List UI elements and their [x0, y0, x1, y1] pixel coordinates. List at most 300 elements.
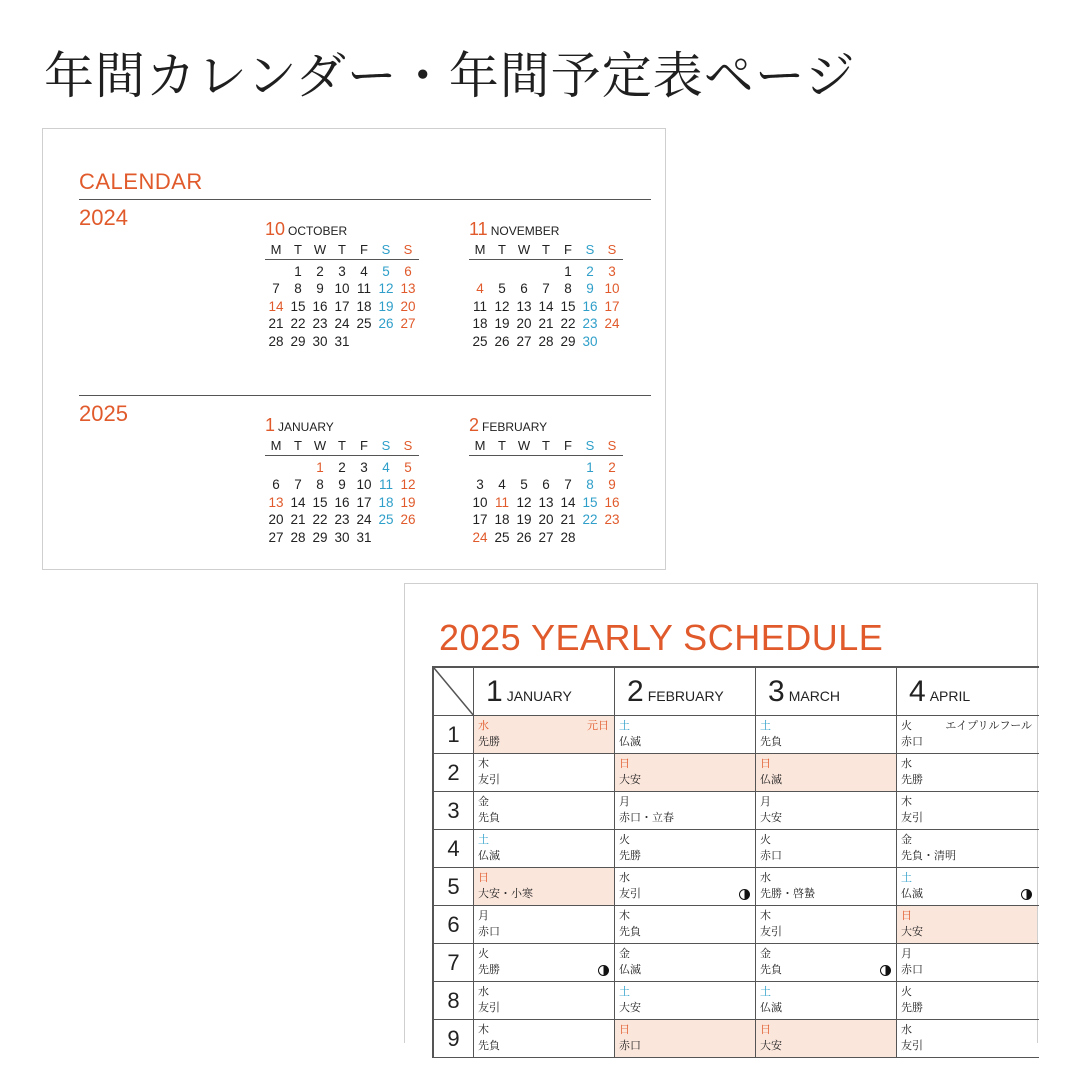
weekday-kanji: 木 — [760, 909, 771, 922]
schedule-cell[interactable] — [756, 906, 897, 943]
rokuyo-label: 先勝 — [901, 773, 923, 786]
rokuyo-label: 仏滅 — [760, 773, 782, 786]
weekday-label: W — [517, 242, 531, 257]
calendar-day: 13 — [400, 281, 416, 297]
mini-month — [469, 219, 623, 350]
month-name: FEBRUARY — [482, 420, 548, 434]
schedule-cell[interactable] — [897, 716, 1037, 753]
calendar-day: 25 — [378, 512, 394, 528]
calendar-day — [265, 459, 287, 476]
calendar-day: 4 — [498, 477, 506, 493]
calendar-day: 16 — [582, 298, 598, 314]
weekday-label: T — [338, 438, 346, 453]
month-number: 1 — [265, 415, 276, 435]
weekday-header — [469, 437, 623, 456]
mini-month — [265, 415, 419, 546]
calendar-day: 8 — [316, 477, 324, 493]
year-divider — [79, 395, 651, 396]
rokuyo-label: 先勝 — [478, 963, 500, 976]
day-number: 6 — [434, 906, 474, 943]
calendar-day: 21 — [560, 512, 576, 528]
schedule-cell[interactable] — [474, 754, 615, 791]
calendar-day: 7 — [294, 477, 302, 493]
calendar-day: 6 — [404, 264, 412, 279]
calendar-day: 1 — [316, 460, 324, 475]
calendar-day — [535, 263, 557, 280]
schedule-month-number: 3 — [768, 675, 785, 708]
schedule-cell[interactable] — [474, 792, 615, 829]
schedule-cell[interactable] — [474, 982, 615, 1019]
calendar-day: 6 — [542, 477, 550, 493]
calendar-day: 30 — [582, 333, 598, 349]
calendar-day — [397, 529, 419, 546]
weekday-header — [469, 241, 623, 260]
calendar-day: 3 — [476, 477, 484, 493]
month-name: OCTOBER — [288, 224, 348, 238]
day-number: 1 — [434, 716, 474, 753]
calendar-day: 20 — [538, 512, 554, 528]
weekday-label: W — [313, 242, 327, 257]
rokuyo-label: 大安・小寒 — [478, 887, 533, 900]
weekday-kanji: 火 — [619, 833, 630, 846]
weekday-label: S — [381, 438, 391, 453]
calendar-day: 2 — [586, 264, 594, 279]
weekday-label: F — [360, 242, 368, 257]
weekday-label: S — [381, 242, 391, 257]
calendar-day — [491, 459, 513, 476]
schedule-row — [434, 944, 1039, 982]
calendar-day — [375, 529, 397, 546]
rokuyo-label: 先負 — [478, 811, 500, 824]
rokuyo-label: 先負 — [760, 963, 782, 976]
calendar-day: 31 — [334, 333, 350, 349]
weekday-label: S — [403, 242, 413, 257]
weekday-label: T — [498, 438, 506, 453]
weekday-kanji: 水 — [478, 985, 489, 998]
rokuyo-label: 仏滅 — [478, 849, 500, 862]
calendar-day — [353, 333, 375, 350]
weekday-kanji: 日 — [478, 871, 489, 884]
day-number: 8 — [434, 982, 474, 1019]
schedule-cell[interactable] — [756, 830, 897, 867]
weekday-label: T — [294, 438, 302, 453]
calendar-day: 6 — [520, 281, 528, 297]
weekday-label: T — [542, 242, 550, 257]
calendar-day — [397, 333, 419, 350]
calendar-day: 18 — [378, 494, 394, 510]
weekday-label: F — [564, 242, 572, 257]
calendar-day: 4 — [360, 264, 368, 279]
moon-phase-icon — [880, 965, 891, 976]
calendar-day: 22 — [582, 512, 598, 528]
weekday-kanji: 金 — [478, 795, 489, 808]
calendar-day: 13 — [268, 494, 284, 510]
schedule-cell[interactable] — [897, 792, 1037, 829]
calendar-day: 19 — [516, 512, 532, 528]
day-grid — [469, 263, 623, 350]
calendar-day: 28 — [538, 333, 554, 349]
calendar-panel — [42, 128, 666, 570]
calendar-day: 8 — [586, 477, 594, 493]
schedule-cell[interactable] — [756, 754, 897, 791]
calendar-day: 6 — [272, 477, 280, 493]
weekday-kanji: 金 — [901, 833, 912, 846]
calendar-day: 18 — [356, 298, 372, 314]
day-grid — [265, 459, 419, 546]
schedule-row — [434, 716, 1039, 754]
calendar-day: 5 — [520, 477, 528, 493]
calendar-day: 15 — [560, 298, 576, 314]
year-divider — [79, 199, 651, 200]
rokuyo-label: 先勝・啓蟄 — [760, 887, 815, 900]
schedule-row — [434, 982, 1039, 1020]
weekday-kanji: 火 — [901, 719, 912, 732]
schedule-cell[interactable] — [615, 792, 756, 829]
weekday-label: M — [270, 438, 282, 453]
calendar-day: 18 — [472, 316, 488, 332]
corner-diagonal — [434, 668, 474, 716]
calendar-day — [513, 263, 535, 280]
calendar-day — [375, 333, 397, 350]
weekday-kanji: 水 — [901, 1023, 912, 1036]
schedule-row — [434, 1020, 1039, 1058]
event-label: エイプリルフール — [945, 719, 1032, 732]
calendar-day: 3 — [338, 264, 346, 279]
schedule-cell[interactable] — [756, 982, 897, 1019]
calendar-day: 30 — [312, 333, 328, 349]
schedule-cell[interactable] — [897, 982, 1037, 1019]
calendar-day: 17 — [472, 512, 488, 528]
moon-phase-icon — [739, 889, 750, 900]
rokuyo-label: 赤口 — [760, 849, 782, 862]
calendar-day: 25 — [356, 316, 372, 332]
month-header — [265, 415, 419, 437]
calendar-day: 12 — [400, 477, 416, 493]
calendar-day: 26 — [494, 333, 510, 349]
weekday-label: S — [607, 242, 617, 257]
calendar-day: 24 — [472, 529, 488, 545]
rokuyo-label: 先勝 — [478, 735, 500, 748]
schedule-month-header — [756, 668, 897, 715]
weekday-kanji: 土 — [478, 833, 489, 846]
calendar-day — [469, 459, 491, 476]
weekday-kanji: 日 — [760, 757, 771, 770]
calendar-day: 15 — [290, 298, 306, 314]
rokuyo-label: 友引 — [901, 1039, 923, 1052]
day-number: 4 — [434, 830, 474, 867]
schedule-cell[interactable] — [474, 944, 615, 981]
weekday-label: S — [585, 438, 595, 453]
weekday-kanji: 水 — [478, 719, 489, 732]
page-title: 年間カレンダー・年間予定表ページ — [44, 47, 856, 105]
rokuyo-label: 仏滅 — [901, 887, 923, 900]
calendar-day — [287, 459, 309, 476]
weekday-kanji: 土 — [760, 985, 771, 998]
schedule-cell[interactable] — [897, 906, 1037, 943]
day-grid — [469, 459, 623, 546]
weekday-kanji: 金 — [760, 947, 771, 960]
weekday-kanji: 土 — [619, 985, 630, 998]
weekday-label: S — [607, 438, 617, 453]
schedule-cell[interactable] — [474, 830, 615, 867]
schedule-cell[interactable] — [756, 868, 897, 905]
month-number: 2 — [469, 415, 480, 435]
calendar-day: 28 — [560, 529, 576, 545]
calendar-day — [557, 459, 579, 476]
moon-phase-icon — [598, 965, 609, 976]
calendar-day: 13 — [538, 494, 554, 510]
schedule-cell[interactable] — [897, 830, 1037, 867]
year-label: 2025 — [79, 401, 128, 426]
weekday-kanji: 日 — [619, 757, 630, 770]
calendar-day: 2 — [316, 264, 324, 279]
weekday-kanji: 木 — [478, 757, 489, 770]
schedule-row — [434, 830, 1039, 868]
weekday-label: W — [313, 438, 327, 453]
calendar-day: 2 — [338, 460, 346, 475]
weekday-label: S — [585, 242, 595, 257]
rokuyo-label: 赤口 — [478, 925, 500, 938]
schedule-month-header — [615, 668, 756, 715]
weekday-kanji: 土 — [619, 719, 630, 732]
mini-month — [469, 415, 623, 546]
schedule-cell[interactable] — [615, 944, 756, 981]
calendar-day: 14 — [538, 298, 554, 314]
rokuyo-label: 友引 — [478, 1001, 500, 1014]
calendar-day: 26 — [516, 529, 532, 545]
schedule-month-number: 2 — [627, 675, 644, 708]
calendar-day: 12 — [378, 281, 394, 297]
calendar-day: 14 — [560, 494, 576, 510]
calendar-day: 8 — [564, 281, 572, 297]
calendar-day: 15 — [582, 494, 598, 510]
calendar-day: 14 — [268, 298, 284, 314]
calendar-day: 17 — [356, 494, 372, 510]
calendar-day: 4 — [476, 281, 484, 297]
calendar-day: 27 — [400, 316, 416, 332]
schedule-cell[interactable] — [897, 754, 1037, 791]
weekday-header — [265, 241, 419, 260]
weekday-label: T — [498, 242, 506, 257]
calendar-day: 28 — [290, 529, 306, 545]
calendar-day: 15 — [312, 494, 328, 510]
rokuyo-label: 先勝 — [901, 1001, 923, 1014]
calendar-day: 16 — [604, 494, 620, 510]
schedule-grid — [432, 666, 1039, 1058]
month-header — [469, 219, 623, 241]
schedule-cell[interactable] — [615, 716, 756, 753]
calendar-day: 29 — [312, 529, 328, 545]
calendar-day: 23 — [312, 316, 328, 332]
schedule-row — [434, 906, 1039, 944]
weekday-kanji: 土 — [760, 719, 771, 732]
calendar-day — [265, 263, 287, 280]
weekday-kanji: 水 — [901, 757, 912, 770]
calendar-day: 14 — [290, 494, 306, 510]
calendar-day: 29 — [290, 333, 306, 349]
schedule-cell[interactable] — [756, 944, 897, 981]
day-number: 5 — [434, 868, 474, 905]
schedule-cell[interactable] — [897, 944, 1037, 981]
schedule-cell[interactable] — [756, 716, 897, 753]
rokuyo-label: 先負・清明 — [901, 849, 956, 862]
calendar-day: 18 — [494, 512, 510, 528]
rokuyo-label: 先勝 — [619, 849, 641, 862]
calendar-day: 20 — [516, 316, 532, 332]
calendar-day: 28 — [268, 333, 284, 349]
schedule-month-name: MARCH — [788, 688, 841, 704]
calendar-day: 4 — [382, 460, 390, 475]
weekday-label: T — [542, 438, 550, 453]
weekday-kanji: 水 — [619, 871, 630, 884]
weekday-label: F — [360, 438, 368, 453]
schedule-month-name: APRIL — [929, 688, 971, 704]
calendar-day: 9 — [338, 477, 346, 493]
schedule-month-number: 4 — [909, 675, 926, 708]
schedule-cell[interactable] — [615, 868, 756, 905]
calendar-day: 19 — [400, 494, 416, 510]
calendar-day: 27 — [538, 529, 554, 545]
weekday-kanji: 月 — [901, 947, 912, 960]
calendar-day: 22 — [290, 316, 306, 332]
calendar-day: 21 — [290, 512, 306, 528]
rokuyo-label: 赤口・立春 — [619, 811, 674, 824]
calendar-day: 19 — [494, 316, 510, 332]
calendar-day: 23 — [582, 316, 598, 332]
rokuyo-label: 先負 — [760, 735, 782, 748]
calendar-day: 13 — [516, 298, 532, 314]
rokuyo-label: 大安 — [619, 1001, 641, 1014]
schedule-cell[interactable] — [615, 1020, 756, 1057]
schedule-row — [434, 754, 1039, 792]
weekday-kanji: 日 — [760, 1023, 771, 1036]
corner-cell — [434, 668, 474, 715]
schedule-cell[interactable] — [474, 906, 615, 943]
weekday-kanji: 水 — [760, 871, 771, 884]
calendar-day: 16 — [334, 494, 350, 510]
calendar-day: 7 — [542, 281, 550, 297]
schedule-cell[interactable] — [615, 982, 756, 1019]
weekday-kanji: 月 — [478, 909, 489, 922]
calendar-day: 26 — [400, 512, 416, 528]
rokuyo-label: 友引 — [478, 773, 500, 786]
mini-month — [265, 219, 419, 350]
schedule-cell[interactable] — [756, 1020, 897, 1057]
calendar-day: 27 — [268, 529, 284, 545]
calendar-day: 20 — [268, 512, 284, 528]
calendar-day: 11 — [494, 494, 509, 510]
rokuyo-label: 赤口 — [901, 735, 923, 748]
moon-phase-icon — [1021, 889, 1032, 900]
weekday-label: F — [564, 438, 572, 453]
calendar-day: 22 — [560, 316, 576, 332]
schedule-month-header — [474, 668, 615, 715]
schedule-month-number: 1 — [486, 675, 503, 708]
calendar-day: 24 — [604, 316, 620, 332]
calendar-day: 10 — [472, 494, 488, 510]
schedule-row — [434, 792, 1039, 830]
calendar-day: 16 — [312, 298, 328, 314]
rokuyo-label: 大安 — [619, 773, 641, 786]
calendar-day — [491, 263, 513, 280]
weekday-kanji: 日 — [619, 1023, 630, 1036]
calendar-day: 23 — [334, 512, 350, 528]
month-name: JANUARY — [278, 420, 334, 434]
schedule-cell[interactable] — [474, 1020, 615, 1057]
day-number: 2 — [434, 754, 474, 791]
calendar-day: 1 — [586, 460, 594, 475]
calendar-day: 19 — [378, 298, 394, 314]
schedule-cell[interactable] — [474, 868, 615, 905]
rokuyo-label: 赤口 — [901, 963, 923, 976]
day-number: 9 — [434, 1020, 474, 1057]
calendar-day — [601, 529, 623, 546]
calendar-day: 24 — [356, 512, 372, 528]
calendar-day: 31 — [356, 529, 372, 545]
weekday-kanji: 木 — [478, 1023, 489, 1036]
schedule-cell[interactable] — [897, 868, 1037, 905]
calendar-day: 12 — [516, 494, 532, 510]
weekday-kanji: 土 — [901, 871, 912, 884]
calendar-day: 8 — [294, 281, 302, 297]
calendar-day: 5 — [382, 264, 390, 279]
weekday-kanji: 月 — [619, 795, 630, 808]
day-number: 7 — [434, 944, 474, 981]
weekday-label: T — [338, 242, 346, 257]
calendar-day: 10 — [334, 281, 350, 297]
rokuyo-label: 友引 — [619, 887, 641, 900]
calendar-day: 11 — [356, 281, 371, 297]
schedule-cell[interactable] — [615, 754, 756, 791]
weekday-kanji: 火 — [760, 833, 771, 846]
schedule-cell[interactable] — [615, 830, 756, 867]
schedule-cell[interactable] — [897, 1020, 1037, 1057]
calendar-day — [535, 459, 557, 476]
calendar-day: 7 — [564, 477, 572, 493]
calendar-day: 1 — [294, 264, 302, 279]
day-grid — [265, 263, 419, 350]
calendar-day: 9 — [586, 281, 594, 297]
weekday-kanji: 木 — [619, 909, 630, 922]
month-name: NOVEMBER — [490, 224, 560, 238]
schedule-month-name: JANUARY — [506, 688, 572, 704]
schedule-cell[interactable] — [474, 716, 615, 753]
calendar-day: 3 — [608, 264, 616, 279]
weekday-label: W — [517, 438, 531, 453]
calendar-day: 10 — [356, 477, 372, 493]
weekday-label: M — [474, 438, 486, 453]
schedule-row — [434, 868, 1039, 906]
month-header — [469, 415, 623, 437]
rokuyo-label: 大安 — [901, 925, 923, 938]
rokuyo-label: 大安 — [760, 811, 782, 824]
rokuyo-label: 仏滅 — [619, 963, 641, 976]
schedule-cell[interactable] — [615, 906, 756, 943]
calendar-day: 2 — [608, 460, 616, 475]
calendar-day: 12 — [494, 298, 510, 314]
calendar-day: 23 — [604, 512, 620, 528]
schedule-cell[interactable] — [756, 792, 897, 829]
month-number: 10 — [265, 219, 286, 239]
year-label: 2024 — [79, 205, 128, 230]
rokuyo-label: 大安 — [760, 1039, 782, 1052]
yearly-schedule-panel — [404, 583, 1038, 1052]
rokuyo-label: 友引 — [901, 811, 923, 824]
schedule-month-name: FEBRUARY — [647, 688, 724, 704]
month-number: 11 — [469, 219, 488, 239]
calendar-day: 25 — [472, 333, 488, 349]
weekday-kanji: 火 — [478, 947, 489, 960]
